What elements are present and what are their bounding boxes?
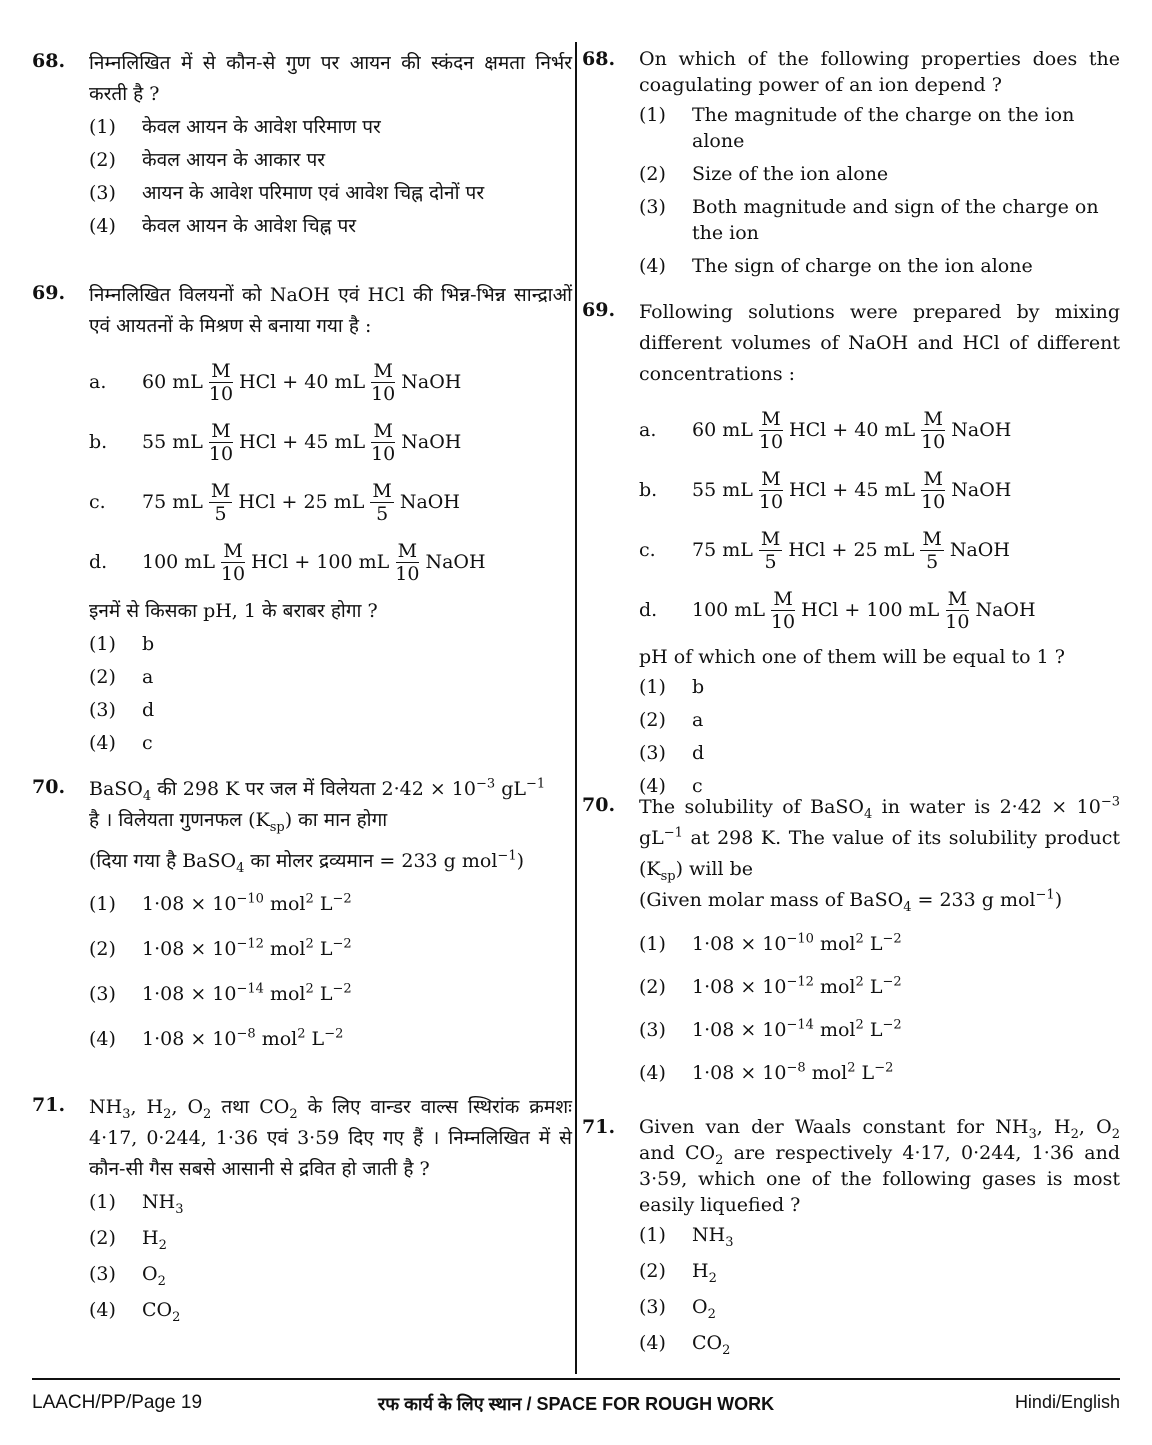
question-text: BaSO$_4$ की 298 K पर जल में विलेयता $2\cdot 42 \times 10^{-3}$ $gL^{-1}$ है । विलेयता गुणनफल $(K_{sp})$ का मान होगा <box>89 776 546 835</box>
page-code: LAACH/PP/Page 19 <box>32 1392 203 1413</box>
options-list <box>89 891 572 1052</box>
fraction: $\frac{M}{10}$ <box>770 587 796 633</box>
options-list <box>89 631 572 756</box>
mixture-list <box>639 400 1120 640</box>
mixture-row: b. 55 mL $\frac{M}{10}$ HCl + 45 mL $\frac{M}{10}$ NaOH <box>639 467 1012 513</box>
fraction: $\frac{M}{10}$ <box>758 407 784 453</box>
fraction: $\frac{M}{5}$ <box>760 527 781 573</box>
question-text: On which of the following properties does the coagulating power of an ion depend ? <box>639 48 1120 96</box>
fraction: $\frac{M}{10}$ <box>758 467 784 513</box>
question-69-english <box>582 297 1120 806</box>
option[interactable]: (1) b <box>639 676 705 698</box>
option[interactable]: (2) $1\cdot 08 \times 10^{-12}$ mol$^2$ $L^{-2}$ <box>639 974 902 998</box>
option[interactable]: (3) $1\cdot 08 \times 10^{-14}$ mol$^2$ $L^{-2}$ <box>89 981 352 1005</box>
options-list <box>639 102 1120 279</box>
option[interactable]: (4) केवल आयन के आवेश चिह्न पर <box>89 215 357 237</box>
question-number: 69. <box>582 299 616 321</box>
option[interactable]: (2) Size of the ion alone <box>639 163 889 185</box>
options-list <box>639 1222 1120 1356</box>
option[interactable]: (2) $H_2$ <box>639 1260 717 1286</box>
question-number: 69. <box>32 282 66 304</box>
option[interactable]: (1) The magnitude of the charge on the ion alone <box>639 104 1075 152</box>
options-list <box>89 1189 572 1323</box>
fraction: $\frac{M}{10}$ <box>208 419 234 465</box>
option[interactable]: (3) $1\cdot 08 \times 10^{-14}$ mol$^2$ $L^{-2}$ <box>639 1017 902 1041</box>
question-number: 71. <box>582 1116 616 1138</box>
option[interactable]: (4) $1\cdot 08 \times 10^{-8}$ mol$^2$ $L^{-2}$ <box>89 1026 344 1050</box>
question-text: Given van der Waals constant for $NH_3$, $H_2$, $O_2$ and $CO_2$ are respectively 4·17, 0·244, 1·36 and 3·59, which one of the following gases is most easily liquefied ? <box>639 1116 1121 1216</box>
fraction: $\frac{M}{10}$ <box>208 359 234 405</box>
option[interactable]: (1) केवल आयन के आवेश परिमाण पर <box>89 116 381 138</box>
option[interactable]: (3) d <box>89 699 155 721</box>
option[interactable]: (2) केवल आयन के आकार पर <box>89 149 326 171</box>
sub-question: इनमें से किसका pH, 1 के बराबर होगा ? <box>89 600 378 622</box>
question-69-hindi <box>32 280 572 763</box>
option[interactable]: (3) आयन के आवेश परिमाण एवं आवेश चिह्न दोनों पर <box>89 182 485 204</box>
fraction: $\frac{M}{10}$ <box>371 419 396 465</box>
options-list <box>89 114 572 239</box>
mixture-row: a. 60 mL $\frac{M}{10}$ HCl + 40 mL $\frac{M}{10}$ NaOH <box>639 407 1012 453</box>
question-70-hindi <box>32 774 572 1071</box>
fraction: $\frac{M}{10}$ <box>921 407 946 453</box>
page-footer <box>32 1378 1120 1420</box>
option[interactable]: (1) $NH_3$ <box>639 1224 734 1250</box>
option[interactable]: (2) $1\cdot 08 \times 10^{-12}$ mol$^2$ $L^{-2}$ <box>89 936 352 960</box>
question-text: निम्नलिखित में से कौन-से गुण पर आयन की स्कंदन क्षमता निर्भर करती है ? <box>89 52 572 105</box>
mixture-row: c. 75 mL $\frac{M}{5}$ HCl + 25 mL $\frac{M}{5}$ NaOH <box>89 479 460 525</box>
fraction: $\frac{M}{5}$ <box>922 527 942 573</box>
option[interactable]: (2) a <box>639 709 704 731</box>
rough-work-label: रफ कार्य के लिए स्थान / SPACE FOR ROUGH WORK <box>377 1394 775 1414</box>
mixture-row: d. 100 mL $\frac{M}{10}$ HCl + 100 mL $\frac{M}{10}$ NaOH <box>639 587 1036 633</box>
option[interactable]: (2) a <box>89 666 154 688</box>
option[interactable]: (4) $1\cdot 08 \times 10^{-8}$ mol$^2$ $L^{-2}$ <box>639 1060 894 1084</box>
option[interactable]: (3) d <box>639 742 705 764</box>
option[interactable]: (1) $1\cdot 08 \times 10^{-10}$ mol$^2$ $L^{-2}$ <box>89 891 352 915</box>
option[interactable]: (4) $CO_2$ <box>89 1299 181 1325</box>
fraction: $\frac{M}{5}$ <box>210 479 231 525</box>
question-68-hindi <box>32 48 572 246</box>
option[interactable]: (4) c <box>89 732 153 754</box>
mixture-row: c. 75 mL $\frac{M}{5}$ HCl + 25 mL $\frac{M}{5}$ NaOH <box>639 527 1010 573</box>
option[interactable]: (3) Both magnitude and sign of the charge on the ion <box>639 196 1099 244</box>
option[interactable]: (1) $NH_3$ <box>89 1191 184 1217</box>
fraction: $\frac{M}{10}$ <box>371 359 396 405</box>
question-number: 70. <box>582 794 616 816</box>
option[interactable]: (4) $CO_2$ <box>639 1332 731 1358</box>
option[interactable]: (2) $H_2$ <box>89 1227 167 1253</box>
option[interactable]: (1) b <box>89 633 155 655</box>
question-number: 71. <box>32 1094 66 1116</box>
question-text: निम्नलिखित विलयनों को NaOH एवं HCl की भिन्न-भिन्न सान्द्राओं एवं आयतनों के मिश्रण से बनाया गया है : <box>89 284 572 337</box>
option[interactable]: (3) $O_2$ <box>89 1263 166 1289</box>
option[interactable]: (4) The sign of charge on the ion alone <box>639 255 1033 277</box>
column-divider <box>575 42 577 1374</box>
fraction: $\frac{M}{10}$ <box>921 467 946 513</box>
mixture-list <box>89 352 572 592</box>
question-68-english <box>582 46 1120 286</box>
mixture-row: d. 100 mL $\frac{M}{10}$ HCl + 100 mL $\frac{M}{10}$ NaOH <box>89 539 486 585</box>
fraction: $\frac{M}{5}$ <box>372 479 392 525</box>
question-71-hindi <box>32 1092 572 1333</box>
given-note: (Given molar mass of BaSO$_4$ = 233 g mol$^{-1}$) <box>639 887 1063 915</box>
question-number: 68. <box>582 48 616 70</box>
given-note: (दिया गया है BaSO$_4$ का मोलर द्रव्यमान = 233 g mol$^{-1}$) <box>89 848 525 876</box>
language-label: Hindi/English <box>1014 1392 1120 1412</box>
question-70-english <box>582 792 1120 1103</box>
question-text: Following solutions were prepared by mixing different volumes of NaOH and HCl of different concentrations : <box>639 301 1120 385</box>
question-text: The solubility of BaSO$_4$ in water is $2\cdot 42 \times 10^{-3}$ $gL^{-1}$ at 298 K. The value of its solubility product $(K_{sp})$ will be <box>639 794 1120 884</box>
mixture-row: b. 55 mL $\frac{M}{10}$ HCl + 45 mL $\frac{M}{10}$ NaOH <box>89 419 462 465</box>
options-list <box>639 674 1120 799</box>
question-71-english <box>582 1114 1120 1366</box>
fraction: $\frac{M}{10}$ <box>945 587 970 633</box>
option[interactable]: (4) c <box>639 775 703 797</box>
question-text: $NH_3$, $H_2$, $O_2$ तथा $CO_2$ के लिए वान्डर वाल्स स्थिरांक क्रमशः 4·17, 0·244, 1·36 एवं 3·59 दिए गए हैं । निम्नलिखित में से कौन-सी गैस सबसे आसानी से द्रवित हो जाती है ? <box>89 1096 573 1180</box>
options-list <box>639 931 1120 1086</box>
option[interactable]: (1) $1\cdot 08 \times 10^{-10}$ mol$^2$ $L^{-2}$ <box>639 931 902 955</box>
sub-question: pH of which one of them will be equal to 1 ? <box>639 646 1065 668</box>
mixture-row: a. 60 mL $\frac{M}{10}$ HCl + 40 mL $\frac{M}{10}$ NaOH <box>89 359 462 405</box>
question-number: 70. <box>32 776 66 798</box>
option[interactable]: (3) $O_2$ <box>639 1296 716 1322</box>
fraction: $\frac{M}{10}$ <box>220 539 246 585</box>
question-number: 68. <box>32 50 66 72</box>
fraction: $\frac{M}{10}$ <box>395 539 420 585</box>
